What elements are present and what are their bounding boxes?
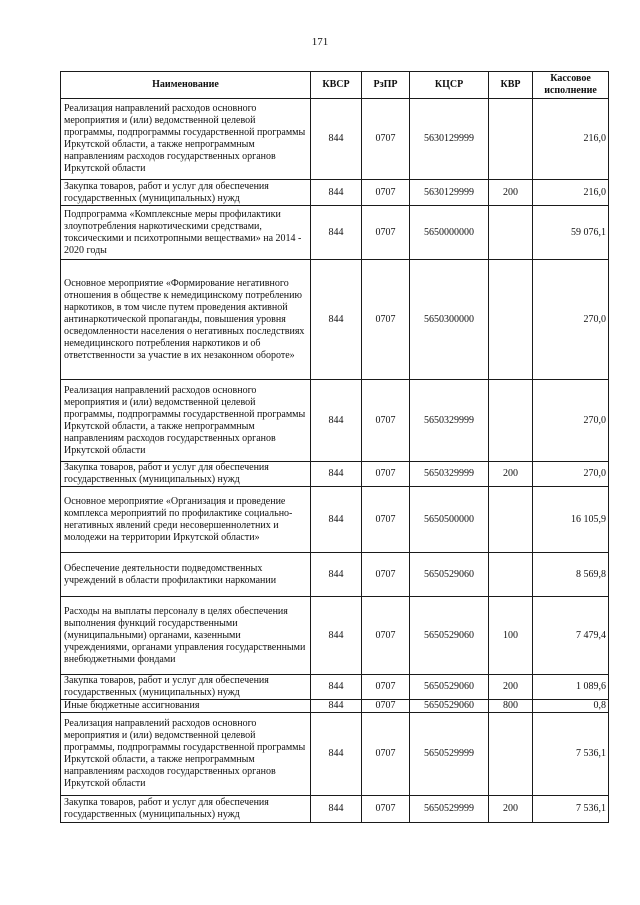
cell-name: Подпрограмма «Комплексные меры профилактики злоупотребления наркотическими средствами, токсическими и психотропными веществами» на 2014 - 2020 годы [61, 206, 311, 260]
cell-name: Реализация направлений расходов основного мероприятия и (или) ведомственной целевой программы, подпрограммы государственной программы Иркутской области, а также непрограммным направлениям расходов государственных органов Иркутской области [61, 99, 311, 180]
cell-amount: 1 089,6 [533, 675, 609, 700]
cell-kvsr: 844 [311, 796, 362, 823]
cell-kvsr: 844 [311, 462, 362, 487]
table-row [61, 180, 609, 206]
cell-kvsr: 844 [311, 713, 362, 796]
page-number: 171 [311, 36, 329, 48]
cell-rzpr: 0707 [362, 206, 410, 260]
cell-kvsr: 844 [311, 700, 362, 713]
cell-amount: 0,8 [533, 700, 609, 713]
header-kvsr: КВСР [311, 72, 362, 99]
table-row [61, 713, 609, 796]
cell-kvr: 100 [489, 597, 533, 675]
cell-rzpr: 0707 [362, 700, 410, 713]
cell-kcsr: 5650529060 [410, 675, 489, 700]
header-amount: Кассовое исполнение [533, 72, 609, 99]
table-row [61, 597, 609, 675]
cell-kvr: 200 [489, 675, 533, 700]
cell-rzpr: 0707 [362, 597, 410, 675]
table-row [61, 553, 609, 597]
cell-kcsr: 5650000000 [410, 206, 489, 260]
table-header-row [61, 72, 609, 99]
cell-amount: 270,0 [533, 462, 609, 487]
cell-name: Иные бюджетные ассигнования [61, 700, 311, 713]
cell-rzpr: 0707 [362, 462, 410, 487]
cell-amount: 270,0 [533, 380, 609, 462]
cell-kvsr: 844 [311, 675, 362, 700]
header-kcsr: КЦСР [410, 72, 489, 99]
cell-amount: 216,0 [533, 99, 609, 180]
cell-name: Закупка товаров, работ и услуг для обеспечения государственных (муниципальных) нужд [61, 462, 311, 487]
cell-rzpr: 0707 [362, 380, 410, 462]
cell-kcsr: 5630129999 [410, 180, 489, 206]
cell-kcsr: 5650300000 [410, 260, 489, 380]
cell-amount: 59 076,1 [533, 206, 609, 260]
cell-kvsr: 844 [311, 260, 362, 380]
cell-amount: 7 536,1 [533, 796, 609, 823]
cell-kcsr: 5650529060 [410, 553, 489, 597]
cell-rzpr: 0707 [362, 553, 410, 597]
cell-name: Закупка товаров, работ и услуг для обеспечения государственных (муниципальных) нужд [61, 180, 311, 206]
cell-name: Обеспечение деятельности подведомственных учреждений в области профилактики наркомании [61, 553, 311, 597]
cell-kvr: 200 [489, 796, 533, 823]
cell-amount: 216,0 [533, 180, 609, 206]
cell-amount: 8 569,8 [533, 553, 609, 597]
cell-kcsr: 5650529060 [410, 597, 489, 675]
cell-kvr [489, 260, 533, 380]
cell-rzpr: 0707 [362, 99, 410, 180]
cell-kvr [489, 553, 533, 597]
cell-name: Расходы на выплаты персоналу в целях обеспечения выполнения функций государственными (муниципальными) органами, казенными учреждениями, органами управления государственными внебюджетными фондами [61, 597, 311, 675]
cell-name: Реализация направлений расходов основного мероприятия и (или) ведомственной целевой программы, подпрограммы государственной программы Иркутской области, а также непрограммным направлениям расходов государственных органов Иркутской области [61, 713, 311, 796]
cell-rzpr: 0707 [362, 675, 410, 700]
cell-kcsr: 5650329999 [410, 380, 489, 462]
cell-rzpr: 0707 [362, 796, 410, 823]
table-row [61, 487, 609, 553]
table-row [61, 99, 609, 180]
cell-kvr: 200 [489, 180, 533, 206]
cell-kvr [489, 99, 533, 180]
cell-kvsr: 844 [311, 553, 362, 597]
table-row [61, 796, 609, 823]
cell-kvr: 200 [489, 462, 533, 487]
cell-amount: 7 536,1 [533, 713, 609, 796]
table-row [61, 700, 609, 713]
header-rzpr: РзПР [362, 72, 410, 99]
cell-kvsr: 844 [311, 487, 362, 553]
table-row [61, 675, 609, 700]
cell-name: Закупка товаров, работ и услуг для обеспечения государственных (муниципальных) нужд [61, 675, 311, 700]
cell-kvsr: 844 [311, 180, 362, 206]
cell-amount: 7 479,4 [533, 597, 609, 675]
cell-kvr [489, 206, 533, 260]
cell-kcsr: 5630129999 [410, 99, 489, 180]
cell-kvr [489, 487, 533, 553]
header-name: Наименование [61, 72, 311, 99]
cell-kvsr: 844 [311, 597, 362, 675]
table-row [61, 462, 609, 487]
cell-kvr: 800 [489, 700, 533, 713]
cell-kvr [489, 380, 533, 462]
cell-rzpr: 0707 [362, 487, 410, 553]
cell-rzpr: 0707 [362, 260, 410, 380]
cell-kvsr: 844 [311, 99, 362, 180]
cell-rzpr: 0707 [362, 180, 410, 206]
cell-kcsr: 5650529999 [410, 796, 489, 823]
cell-kcsr: 5650500000 [410, 487, 489, 553]
cell-amount: 16 105,9 [533, 487, 609, 553]
cell-name: Основное мероприятие «Организация и проведение комплекса мероприятий по профилактике социально-негативных явлений среди несовершеннолетних и молодежи на территории Иркутской области» [61, 487, 311, 553]
cell-amount: 270,0 [533, 260, 609, 380]
table-row [61, 260, 609, 380]
table-row [61, 380, 609, 462]
cell-name: Основное мероприятие «Формирование негативного отношения в обществе к немедицинскому потреблению наркотиков, в том числе путем проведения активной антинаркотической пропаганды, повышения уровня осведомленности населения о негативных последствиях немедицинского потребления наркотиков и об ответственности за участие в их незаконном обороте» [61, 260, 311, 380]
cell-kvr [489, 713, 533, 796]
cell-kcsr: 5650329999 [410, 462, 489, 487]
cell-name: Реализация направлений расходов основного мероприятия и (или) ведомственной целевой программы, подпрограммы государственной программы Иркутской области, а также непрограммным направлениям расходов государственных органов Иркутской области [61, 380, 311, 462]
cell-kcsr: 5650529060 [410, 700, 489, 713]
cell-kvsr: 844 [311, 380, 362, 462]
table-row [61, 206, 609, 260]
header-kvr: КВР [489, 72, 533, 99]
cell-kvsr: 844 [311, 206, 362, 260]
cell-name: Закупка товаров, работ и услуг для обеспечения государственных (муниципальных) нужд [61, 796, 311, 823]
budget-execution-table [60, 71, 609, 823]
cell-kcsr: 5650529999 [410, 713, 489, 796]
cell-rzpr: 0707 [362, 713, 410, 796]
